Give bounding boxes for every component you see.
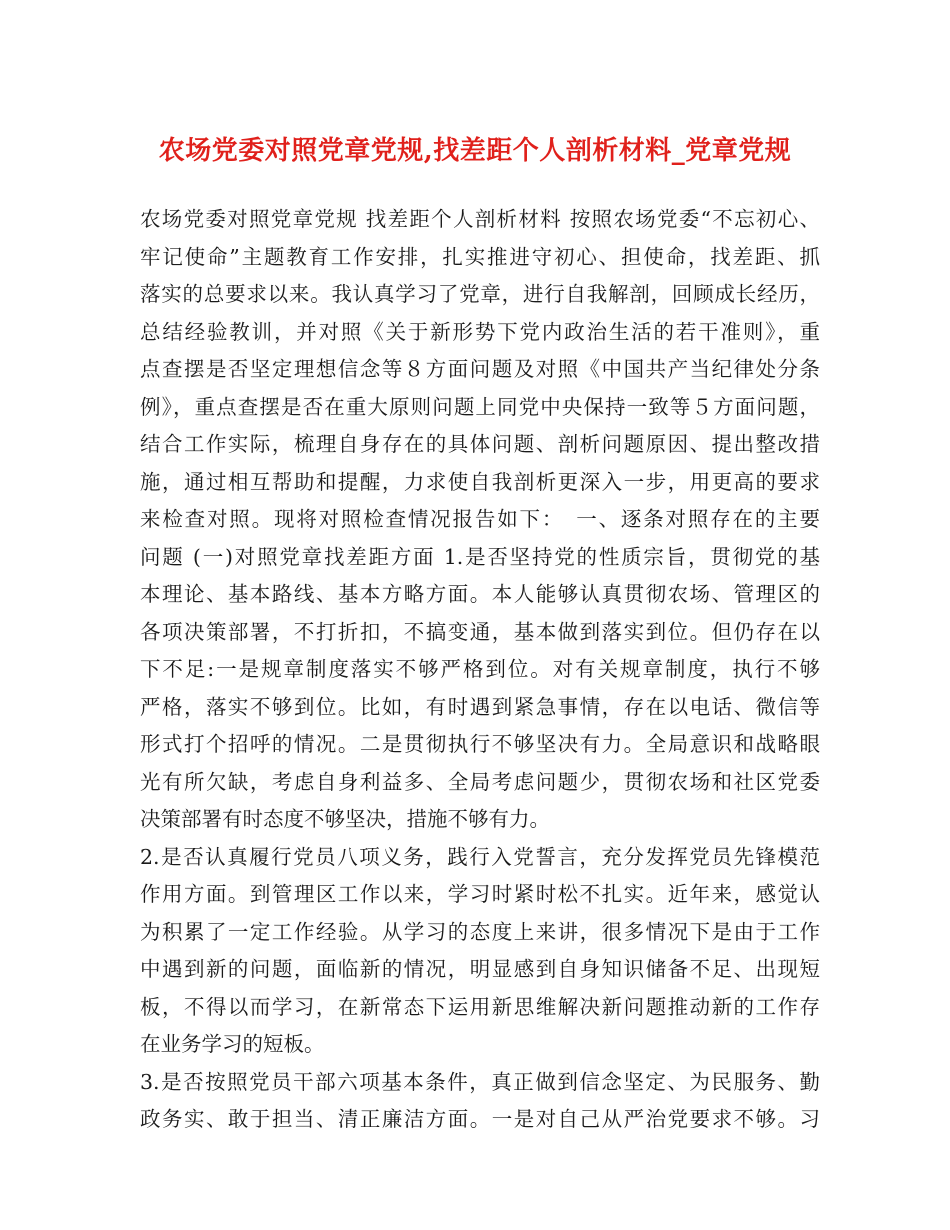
body-line: 作用方面。到管理区工作以来，学习时紧时松不扎实。近年来，感觉认	[140, 882, 820, 906]
body-line: 农场党委对照党章党规 找差距个人剖析材料 按照农场党委“不忘初心、	[140, 207, 820, 231]
body-line: 例》，重点查摆是否在重大原则问题上同党中央保持一致等５方面问题，	[140, 394, 820, 419]
body-line: 问题 (一)对照党章找差距方面 1.是否坚持党的性质宗旨，贯彻党的基	[140, 544, 820, 569]
body-line: 牢记使命”主题教育工作安排，扎实推进守初心、担使命，找差距、抓	[140, 244, 820, 269]
body-line: 各项决策部署，不打折扣，不搞变通，基本做到落实到位。但仍存在以	[140, 619, 820, 644]
body-line: 本理论、基本路线、基本方略方面。本人能够认真贯彻农场、管理区的	[140, 582, 820, 606]
body-line: 施，通过相互帮助和提醒，力求使自我剖析更深入一步，用更高的要求	[140, 469, 820, 494]
body-line: 决策部署有时态度不够坚决，措施不够有力。	[140, 807, 550, 831]
body-line: 政务实、敢于担当、清正廉洁方面。一是对自己从严治党要求不够。习	[140, 1107, 820, 1131]
body-line: 严格，落实不够到位。比如，有时遇到紧急事情，存在以电话、微信等	[140, 694, 820, 719]
body-line: 下不足:一是规章制度落实不够严格到位。对有关规章制度，执行不够	[140, 657, 820, 681]
document-body	[140, 201, 820, 1139]
body-line: 中遇到新的问题，面临新的情况，明显感到自身知识储备不足、出现短	[140, 957, 820, 981]
body-line: 光有所欠缺，考虑自身利益多、全局考虑问题少，贯彻农场和社区党委	[140, 769, 820, 794]
body-line: 来检查对照。现将对照检查情况报告如下： 一、逐条对照存在的主要	[140, 507, 820, 531]
body-line: 点查摆是否坚定理想信念等８方面问题及对照《中国共产当纪律处分条	[140, 357, 820, 381]
body-line: 2.是否认真履行党员八项义务，践行入党誓言，充分发挥党员先锋模范	[140, 844, 820, 869]
body-line: 板，不得以而学习，在新常态下运用新思维解决新问题推动新的工作存	[140, 994, 820, 1019]
document-title: 农场党委对照党章党规,找差距个人剖析材料_党章党规	[158, 136, 792, 166]
body-line: 在业务学习的短板。	[140, 1032, 325, 1056]
body-line: 3.是否按照党员干部六项基本条件，真正做到信念坚定、为民服务、勤	[140, 1069, 820, 1094]
body-line: 形式打个招呼的情况。二是贯彻执行不够坚决有力。全局意识和战略眼	[140, 732, 820, 756]
body-line: 为积累了一定工作经验。从学习的态度上来讲，很多情况下是由于工作	[140, 919, 820, 944]
body-line: 结合工作实际，梳理自身存在的具体问题、剖析问题原因、提出整改措	[140, 432, 820, 456]
body-line: 落实的总要求以来。我认真学习了党章，进行自我解剖，回顾成长经历，	[140, 282, 820, 306]
body-line: 总结经验教训，并对照《关于新形势下党内政治生活的若干准则》，重	[140, 319, 820, 344]
